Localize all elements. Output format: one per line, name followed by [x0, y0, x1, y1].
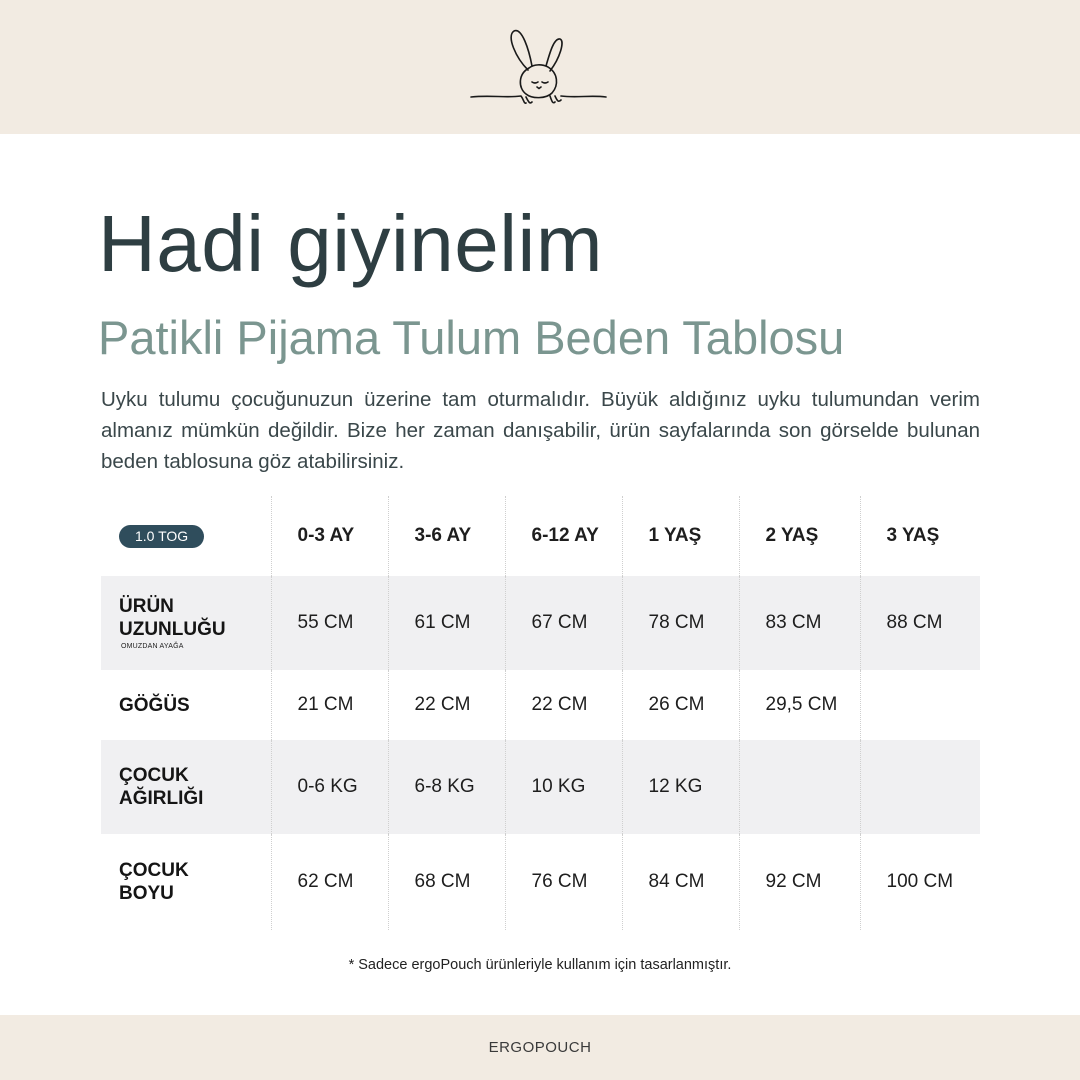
table-cell: 76 CM: [505, 834, 622, 930]
footer-brand: ERGOPOUCH: [488, 1039, 592, 1056]
column-header: 1 YAŞ: [622, 496, 739, 576]
table-cell: 67 CM: [505, 576, 622, 670]
size-chart-table: [101, 496, 980, 930]
table-cell: 83 CM: [739, 576, 860, 670]
table-cell: 61 CM: [388, 576, 505, 670]
table-cell: [860, 740, 980, 834]
table-row: [101, 670, 980, 740]
row-label: ÇOCUK AĞIRLIĞI: [119, 765, 204, 809]
table-cell: [860, 670, 980, 740]
table-cell: 6-8 KG: [388, 740, 505, 834]
table-cell: 26 CM: [622, 670, 739, 740]
row-note: OMUZDAN AYAĞA: [121, 643, 184, 650]
row-label: ÇOCUK BOYU: [119, 860, 189, 904]
table-cell: 68 CM: [388, 834, 505, 930]
column-header: 0-3 AY: [271, 496, 388, 576]
tog-badge: 1.0 TOG: [119, 525, 204, 548]
table-cell: 29,5 CM: [739, 670, 860, 740]
table-cell: 92 CM: [739, 834, 860, 930]
table-row: [101, 740, 980, 834]
row-label-cell: [101, 834, 271, 930]
table-cell: 0-6 KG: [271, 740, 388, 834]
column-header: 6-12 AY: [505, 496, 622, 576]
table-header-row: [101, 496, 980, 576]
column-header: 3-6 AY: [388, 496, 505, 576]
row-label: ÜRÜN UZUNLUĞU: [119, 596, 226, 640]
table-cell: [739, 740, 860, 834]
table-row: [101, 834, 980, 930]
table-cell: 78 CM: [622, 576, 739, 670]
table-cell: 55 CM: [271, 576, 388, 670]
column-header: 3 YAŞ: [860, 496, 980, 576]
tog-cell: [101, 496, 271, 576]
table-cell: 12 KG: [622, 740, 739, 834]
table-cell: 22 CM: [388, 670, 505, 740]
row-label-cell: [101, 576, 271, 670]
bunny-logo-icon: [466, 26, 610, 110]
row-label-cell: [101, 740, 271, 834]
row-label-cell: [101, 670, 271, 740]
intro-paragraph: Uyku tulumu çocuğunuzun üzerine tam oturmalıdır. Büyük aldığınız uyku tulumundan verim almanız mümkün değildir. Bize her zaman danışabilir, ürün sayfalarında son görselde bulunan beden tablosuna göz atabilirsiniz.: [101, 388, 980, 473]
table-cell: 62 CM: [271, 834, 388, 930]
table-cell: 10 KG: [505, 740, 622, 834]
top-banner: [0, 0, 1080, 134]
table-cell: 21 CM: [271, 670, 388, 740]
page-subtitle: Patikli Pijama Tulum Beden Tablosu: [98, 311, 845, 364]
column-header: 2 YAŞ: [739, 496, 860, 576]
row-label: GÖĞÜS: [119, 694, 190, 716]
table-cell: 100 CM: [860, 834, 980, 930]
table-cell: 84 CM: [622, 834, 739, 930]
table-cell: 22 CM: [505, 670, 622, 740]
table-row: [101, 576, 980, 670]
footnote: * Sadece ergoPouch ürünleriyle kullanım için tasarlanmıştır.: [348, 957, 732, 973]
page-title: Hadi giyinelim: [98, 199, 603, 288]
table-cell: 88 CM: [860, 576, 980, 670]
